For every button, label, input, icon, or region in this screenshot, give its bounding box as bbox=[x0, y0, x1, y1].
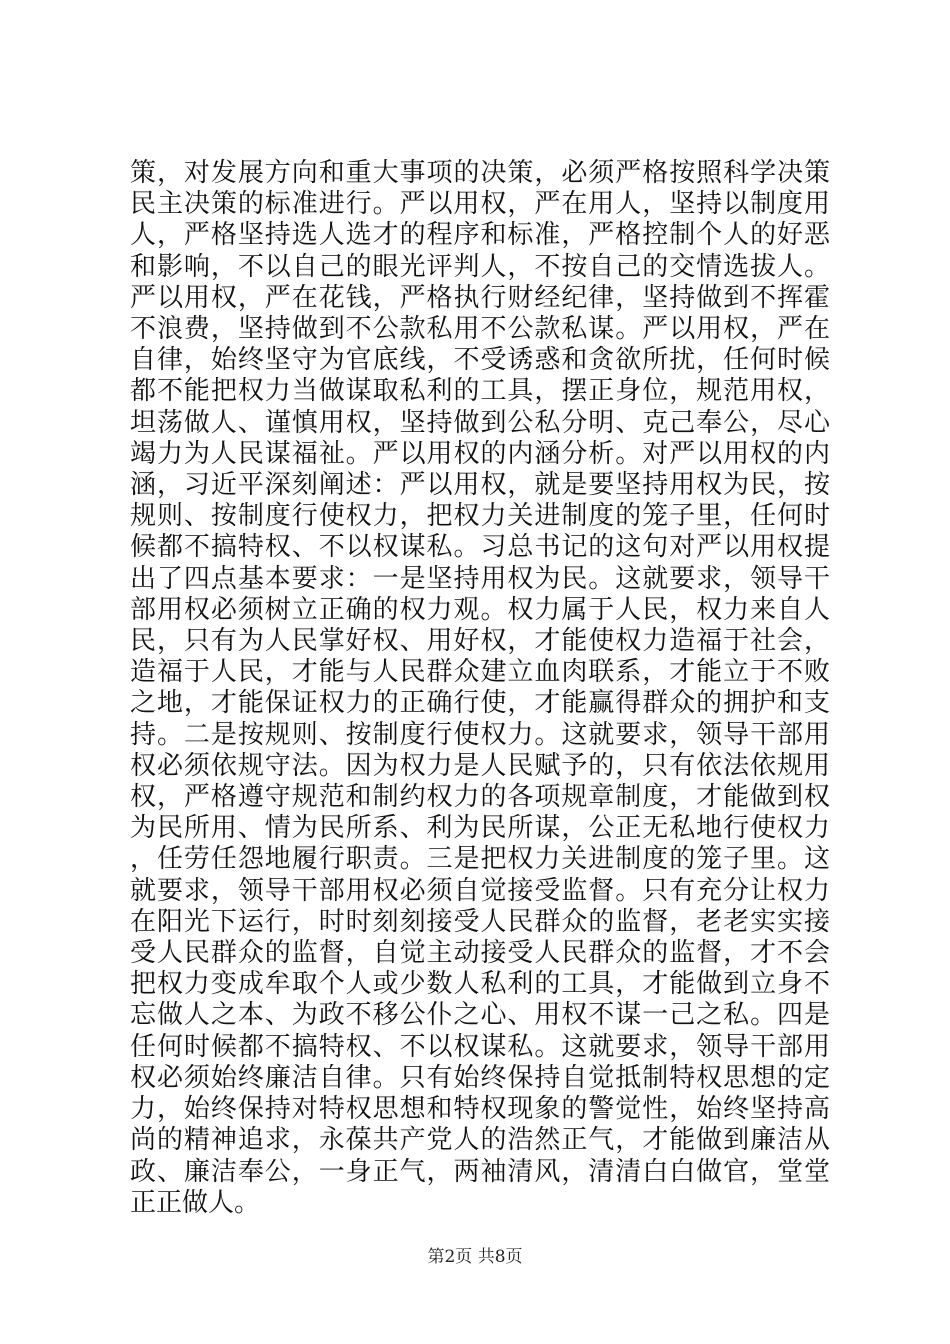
page-footer: 第2页 共8页 bbox=[427, 1247, 523, 1267]
body-paragraph: 策，对发展方向和重大事项的决策，必须严格按照科学决策民主决策的标准进行。严以用权，严在用人，坚持以制度用人，严格坚持选人选才的程序和标准，严格控制个人的好恶和影响，不以自己的眼光评判人，不按自己的交情选拔人。严以用权，严在花钱，严格执行财经纪律，坚持做到不挥霍不浪费，坚持做到不公款私用不公款私谋。严以用权，严在自律，始终坚守为官底线，不受诱惑和贪欲所扰，任何时候都不能把权力当做谋取私利的工具，摆正身位，规范用权，坦荡做人、谨慎用权，坚持做到公私分明、克己奉公，尽心竭力为人民谋福祉。严以用权的内涵分析。对严以用权的内涵，习近平深刻阐述：严以用权，就是要坚持用权为民，按规则、按制度行使权力，把权力关进制度的笼子里，任何时候都不搞特权、不以权谋私。习总书记的这句对严以用权提出了四点基本要求：一是坚持用权为民。这就要求，领导干部用权必须树立正确的权力观。权力属于人民，权力来自人民，只有为人民掌好权、用好权，才能使权力造福于社会，造福于人民，才能与人民群众建立血肉联系，才能立于不败之地，才能保证权力的正确行使，才能赢得群众的拥护和支持。二是按规则、按制度行使权力。这就要求，领导干部用权必须依规守法。因为权力是人民赋予的，只有依法依规用权，严格遵守规范和制约权力的各项规章制度，才能做到权为民所用、情为民所系、利为民所谋，公正无私地行使权力，任劳任怨地履行职责。三是把权力关进制度的笼子里。这就要求，领导干部用权必须自觉接受监督。只有充分让权力在阳光下运行，时时刻刻接受人民群众的监督，老老实实接受人民群众的监督，自觉主动接受人民群众的监督，才不会把权力变成牟取个人或少数人私利的工具，才能做到立身不忘做人之本、为政不移公仆之心、用权不谋一己之私。四是任何时候都不搞特权、不以权谋私。这就要求，领导干部用权必须始终廉洁自律。只有始终保持自觉抵制特权思想的定力，始终保持对特权思想和特权现象的警觉性，始终坚持高尚的精神追求，永葆共产党人的浩然正气，才能做到廉洁从政、廉洁奉公，一身正气，两袖清风，清清白白做官，堂堂正正做人。 bbox=[130, 158, 830, 1218]
